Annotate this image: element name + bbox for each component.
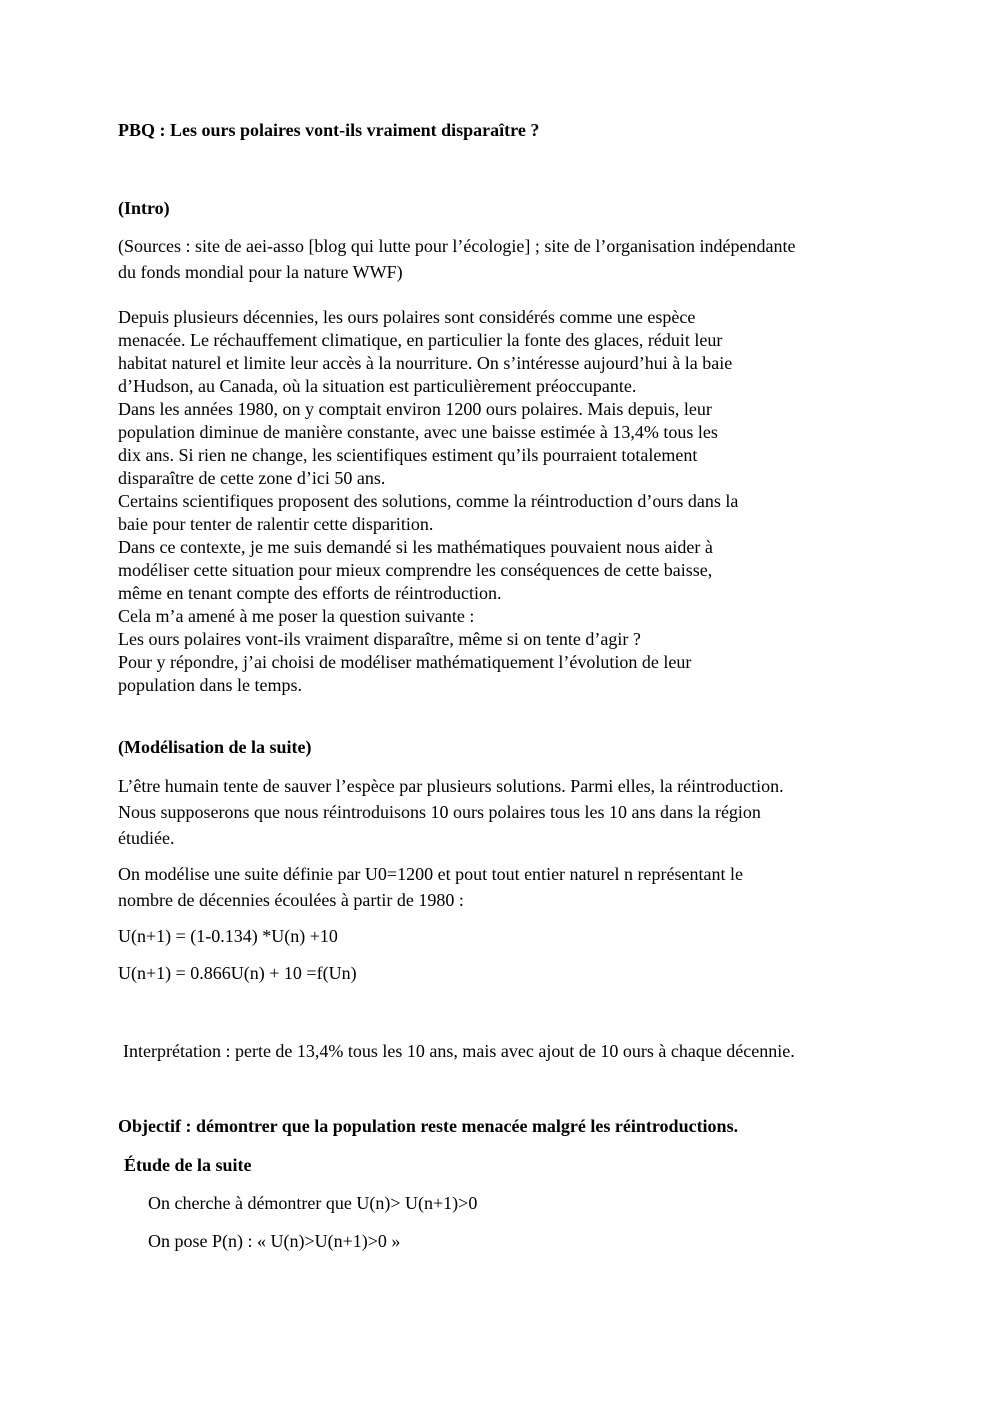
body-line: baie pour tenter de ralentir cette disparition. xyxy=(118,514,434,534)
etude-heading: Étude de la suite xyxy=(124,1155,252,1175)
interpretation: Interprétation : perte de 13,4% tous les 10 ans, mais avec ajout de 10 ours à chaque décennie. xyxy=(123,1041,795,1061)
body-line: Pour y répondre, j’ai choisi de modéliser mathématiquement l’évolution de leur xyxy=(118,652,692,672)
modelisation-para2 xyxy=(118,861,743,913)
sources-line: (Sources : site de aei-asso [blog qui lutte pour l’écologie] ; site de l’organisation indépendante xyxy=(118,236,796,256)
body-line: Depuis plusieurs décennies, les ours polaires sont considérés comme une espèce xyxy=(118,307,696,327)
body-line: population diminue de manière constante, avec une baisse estimée à 13,4% tous les xyxy=(118,422,718,442)
body-line: d’Hudson, au Canada, où la situation est particulièrement préoccupante. xyxy=(118,376,637,396)
formula-recurrence: U(n+1) = (1-0.134) *U(n) +10 xyxy=(118,926,338,946)
intro-body xyxy=(118,306,738,697)
para-line: Nous supposerons que nous réintroduisons 10 ours polaires tous les 10 ans dans la région xyxy=(118,802,761,822)
body-line: modéliser cette situation pour mieux comprendre les conséquences de cette baisse, xyxy=(118,560,713,580)
body-line: Dans les années 1980, on y comptait environ 1200 ours polaires. Mais depuis, leur xyxy=(118,399,712,419)
objectif: Objectif : démontrer que la population reste menacée malgré les réintroductions. xyxy=(118,1116,739,1136)
para-line: L’être humain tente de sauver l’espèce par plusieurs solutions. Parmi elles, la réintroduction. xyxy=(118,776,784,796)
body-line: Dans ce contexte, je me suis demandé si les mathématiques pouvaient nous aider à xyxy=(118,537,713,557)
etude-line-2: On pose P(n) : « U(n)>U(n+1)>0 » xyxy=(148,1231,401,1251)
intro-sources xyxy=(118,233,795,285)
body-line: Les ours polaires vont-ils vraiment disparaître, même si on tente d’agir ? xyxy=(118,629,641,649)
formula-function: U(n+1) = 0.866U(n) + 10 =f(Un) xyxy=(118,963,357,983)
body-line: population dans le temps. xyxy=(118,675,302,695)
para-line: nombre de décennies écoulées à partir de 1980 : xyxy=(118,890,464,910)
body-line: même en tenant compte des efforts de réintroduction. xyxy=(118,583,502,603)
body-line: disparaître de cette zone d’ici 50 ans. xyxy=(118,468,386,488)
body-line: Certains scientifiques proposent des solutions, comme la réintroduction d’ours dans la xyxy=(118,491,739,511)
document-title: PBQ : Les ours polaires vont-ils vraiment disparaître ? xyxy=(118,120,540,140)
sources-line: du fonds mondial pour la nature WWF) xyxy=(118,262,403,282)
body-line: Cela m’a amené à me poser la question suivante : xyxy=(118,606,475,626)
modelisation-para1 xyxy=(118,773,784,851)
body-line: habitat naturel et limite leur accès à la nourriture. On s’intéresse aujourd’hui à la baie xyxy=(118,353,733,373)
body-line: menacée. Le réchauffement climatique, en particulier la fonte des glaces, réduit leur xyxy=(118,330,723,350)
body-line: dix ans. Si rien ne change, les scientifiques estiment qu’ils pourraient totalement xyxy=(118,445,698,465)
etude-line-1: On cherche à démontrer que U(n)> U(n+1)>0 xyxy=(148,1193,478,1213)
para-line: étudiée. xyxy=(118,828,175,848)
intro-heading: (Intro) xyxy=(118,198,170,218)
modelisation-heading: (Modélisation de la suite) xyxy=(118,737,312,757)
para-line: On modélise une suite définie par U0=1200 et pout tout entier naturel n représentant le xyxy=(118,864,743,884)
